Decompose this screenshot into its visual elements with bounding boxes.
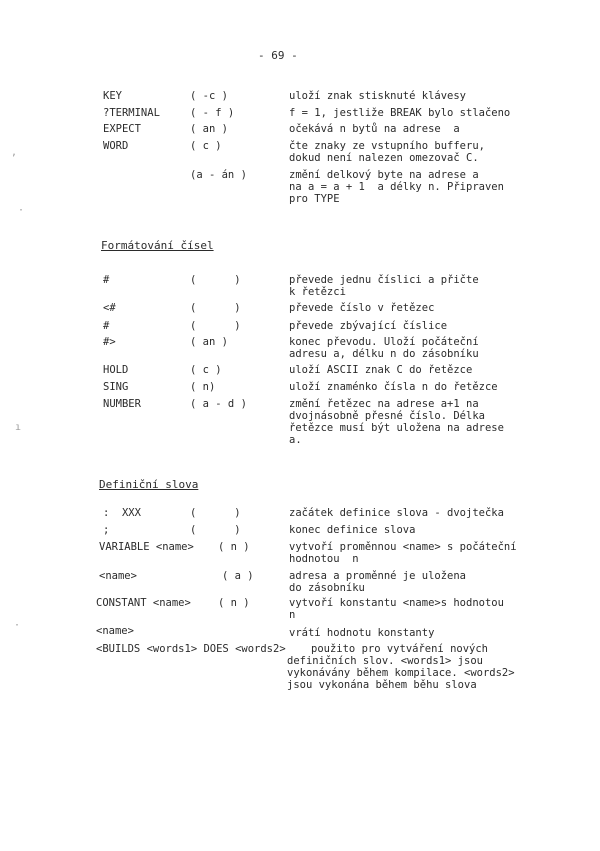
- desc-constant-line2: n: [289, 609, 296, 621]
- word-end-convert: #>: [103, 336, 116, 348]
- stack-word: ( c ): [190, 140, 222, 152]
- stack-digits: ( ): [190, 320, 241, 332]
- word-word: WORD: [103, 140, 129, 152]
- word-variable-name: <name>: [99, 570, 137, 582]
- desc-number-line3: řetězce musí být uložena na adrese: [289, 422, 504, 434]
- builds-desc-line3: vykonávány během kompilace. <words2>: [287, 667, 515, 679]
- stack-terminal: ( - f ): [190, 107, 235, 119]
- desc-number-line2: dvojnásobně přesné číslo. Délka: [289, 410, 485, 422]
- word-key: KEY: [103, 90, 122, 102]
- desc-digits: převede zbývající číslice: [289, 320, 448, 332]
- scan-speck-mark: ·: [18, 205, 25, 216]
- builds-desc-line1: použito pro vytváření nových: [311, 643, 489, 655]
- stack-begin-convert: ( ): [190, 302, 241, 314]
- word-number: NUMBER: [103, 398, 141, 410]
- stack-key: ( -c ): [190, 90, 228, 102]
- builds-does-line: <BUILDS <words1> DOES <words2>: [96, 643, 286, 655]
- desc-semicolon: konec definice slova: [289, 524, 416, 536]
- section-heading-formatting: Formátování čísel: [101, 239, 214, 252]
- word-sing: SING: [103, 381, 129, 393]
- word-variable: VARIABLE <name>: [99, 541, 194, 553]
- desc-constant-line1: vytvoří konstantu <name>s hodnotou: [289, 597, 504, 609]
- desc-end-convert-line1: konec převodu. Uloží počáteční: [289, 336, 479, 348]
- desc-number-line1: změní řetězec na adrese a+1 na: [289, 398, 479, 410]
- desc-terminal: f = 1, jestliže BREAK bylo stlačeno: [289, 107, 511, 119]
- desc-begin-convert: převede číslo v řetězec: [289, 302, 435, 314]
- stack-digit: ( ): [190, 274, 241, 286]
- desc-expect: očekává n bytů na adrese a: [289, 123, 460, 135]
- builds-desc-line4: jsou vykonána během běhu slova: [287, 679, 477, 691]
- stack-expect: ( an ): [190, 123, 228, 135]
- desc-key: uloží znak stisknuté klávesy: [289, 90, 467, 102]
- scan-speck-mark: ·: [14, 620, 21, 631]
- desc-colon: začátek definice slova - dvojtečka: [289, 507, 504, 519]
- word-colon: : XXX: [103, 507, 141, 519]
- stack-semicolon: ( ): [190, 524, 241, 536]
- desc-word-line2: dokud není nalezen omezovač C.: [289, 152, 479, 164]
- desc-variable-line1: vytvoří proměnnou <name> s počáteční: [289, 541, 517, 553]
- desc-count-line3: pro TYPE: [289, 193, 340, 205]
- word-digits: #: [103, 320, 110, 332]
- stack-constant: ( n ): [218, 597, 250, 609]
- word-constant: CONSTANT <name>: [96, 597, 191, 609]
- stack-colon: ( ): [190, 507, 241, 519]
- desc-count-line1: změní delkový byte na adrese a: [289, 169, 479, 181]
- desc-variable-name-line2: do zásobníku: [289, 582, 365, 594]
- desc-digit-line1: převede jednu číslici a přičte: [289, 274, 479, 286]
- stack-hold: ( c ): [190, 364, 222, 376]
- builds-desc-line2: definičních slov. <words1> jsou: [287, 655, 483, 667]
- desc-variable-name-line1: adresa a proměnné je uložena: [289, 570, 467, 582]
- stack-sing: ( n): [190, 381, 216, 393]
- desc-digit-line2: k řetězci: [289, 286, 346, 298]
- stack-variable: ( n ): [218, 541, 250, 553]
- word-terminal: ?TERMINAL: [103, 107, 160, 119]
- page-number: - 69 -: [258, 49, 298, 62]
- word-begin-convert: <#: [103, 302, 116, 314]
- word-constant-name: <name>: [96, 625, 134, 637]
- word-semicolon: ;: [103, 524, 110, 536]
- section-heading-definition: Definiční slova: [99, 478, 199, 491]
- desc-word-line1: čte znaky ze vstupního bufferu,: [289, 140, 485, 152]
- stack-end-convert: ( an ): [190, 336, 228, 348]
- desc-variable-line2: hodnotou n: [289, 553, 359, 565]
- stack-count: (a - án ): [190, 169, 247, 181]
- stack-variable-name: ( a ): [222, 570, 254, 582]
- scan-speck-mark: ,: [11, 147, 18, 158]
- desc-hold: uloží ASCII znak C do řetězce: [289, 364, 473, 376]
- word-digit: #: [103, 274, 110, 286]
- stack-number: ( a - d ): [190, 398, 247, 410]
- desc-constant-name: vrátí hodnotu konstanty: [289, 627, 435, 639]
- word-expect: EXPECT: [103, 123, 141, 135]
- desc-end-convert-line2: adresu a, délku n do zásobníku: [289, 348, 479, 360]
- scan-speck-mark: ı: [15, 422, 22, 433]
- desc-sing: uloží znaménko čísla n do řetězce: [289, 381, 498, 393]
- word-hold: HOLD: [103, 364, 129, 376]
- desc-number-line4: a.: [289, 434, 302, 446]
- desc-count-line2: na a = a + 1 a délky n. Připraven: [289, 181, 504, 193]
